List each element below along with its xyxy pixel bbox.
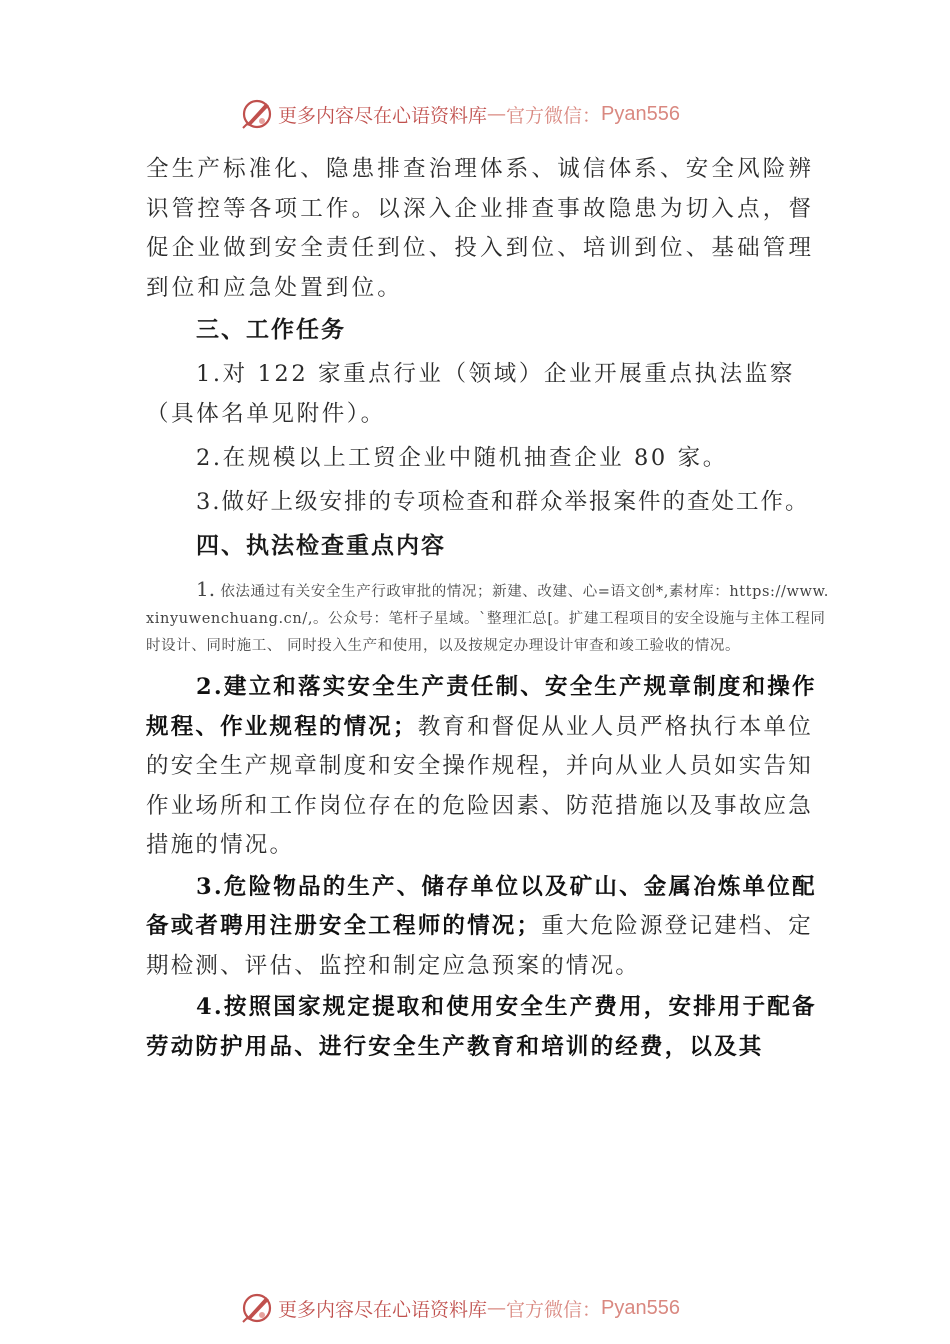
inspection-item-1-text: 依法通过有关安全生产行政审批的情况；新建、改建、心=语文创*,素材库：https://www.xinyuwenchuang.cn/,。公众号：笔杆子星域。`整理汇总[。扩建工程项目的安全设施与主体工程同时设计、同时施工、 同时投入生产和使用，以及按规定办理设计审查和竣工验收的情况。 (146, 584, 830, 654)
banner-text: 更多内容尽在心语资料库 (278, 1298, 488, 1321)
inspection-item-2 (146, 668, 836, 866)
inspection-item-1-number: 1. (196, 577, 216, 601)
inspection-item-3-bold: 3.危险物品的生产、储存单位以及矿山、金属冶炼单位配备或者聘用注册安全工程师的情况； (146, 873, 817, 939)
inspection-item-4-bold: 4.按照国家规定提取和使用安全生产费用，安排用于配备劳动防护用品、进行安全生产教育和培训的经费，以及其 (146, 994, 817, 1060)
inspection-item-2-text: 教育和督促从业人员严格执行本单位的安全生产规章制度和安全操作规程，并向从业人员如实告知作业场所和工作岗位存在的危险因素、防范措施以及事故应急措施的情况。 (146, 713, 813, 858)
section-4-title: 四、执法检查重点内容 (196, 532, 446, 559)
quill-seal-icon (240, 1291, 274, 1325)
inspection-item-3-text: 重大危险源登记建档、定期检测、评估、监控和制定应急预案的情况。 (146, 913, 813, 979)
document-body (146, 150, 836, 1069)
intro-paragraph: 全生产标准化、隐患排查治理体系、诚信体系、安全风险辨识管控等各项工作。以深入企业排查事故隐患为切入点，督促企业做到安全责任到位、投入到位、培训到位、基础管理到位和应急处置到位。 (146, 156, 815, 301)
inspection-item-2-bold: 2.建立和落实安全生产责任制、安全生产规章制度和操作规程、作业规程的情况； (146, 674, 817, 740)
banner-wechat-id: Pyan556 (601, 1296, 680, 1319)
task-item-2: 2.在规模以上工贸企业中随机抽查企业 80 家。 (196, 445, 728, 471)
banner-separator: — (487, 1297, 507, 1319)
banner-separator: — (487, 103, 507, 125)
section-3-title: 三、工作任务 (196, 316, 346, 343)
inspection-item-4 (146, 988, 836, 1067)
banner-wechat-label: 官方微信： (506, 104, 602, 127)
banner-wechat-label: 官方微信： (506, 1298, 602, 1321)
task-item-3: 3.做好上级安排的专项检查和群众举报案件的查处工作。 (196, 489, 810, 515)
quill-seal-icon (240, 97, 274, 131)
footer-banner[interactable] (240, 1290, 760, 1326)
inspection-item-3 (146, 868, 836, 987)
inspection-item-1 (146, 576, 836, 660)
banner-wechat-id: Pyan556 (601, 102, 680, 125)
header-banner[interactable] (240, 96, 760, 132)
task-item-1: 1.对 122 家重点行业（领域）企业开展重点执法监察（具体名单见附件）。 (146, 361, 795, 427)
banner-text: 更多内容尽在心语资料库 (278, 104, 488, 127)
